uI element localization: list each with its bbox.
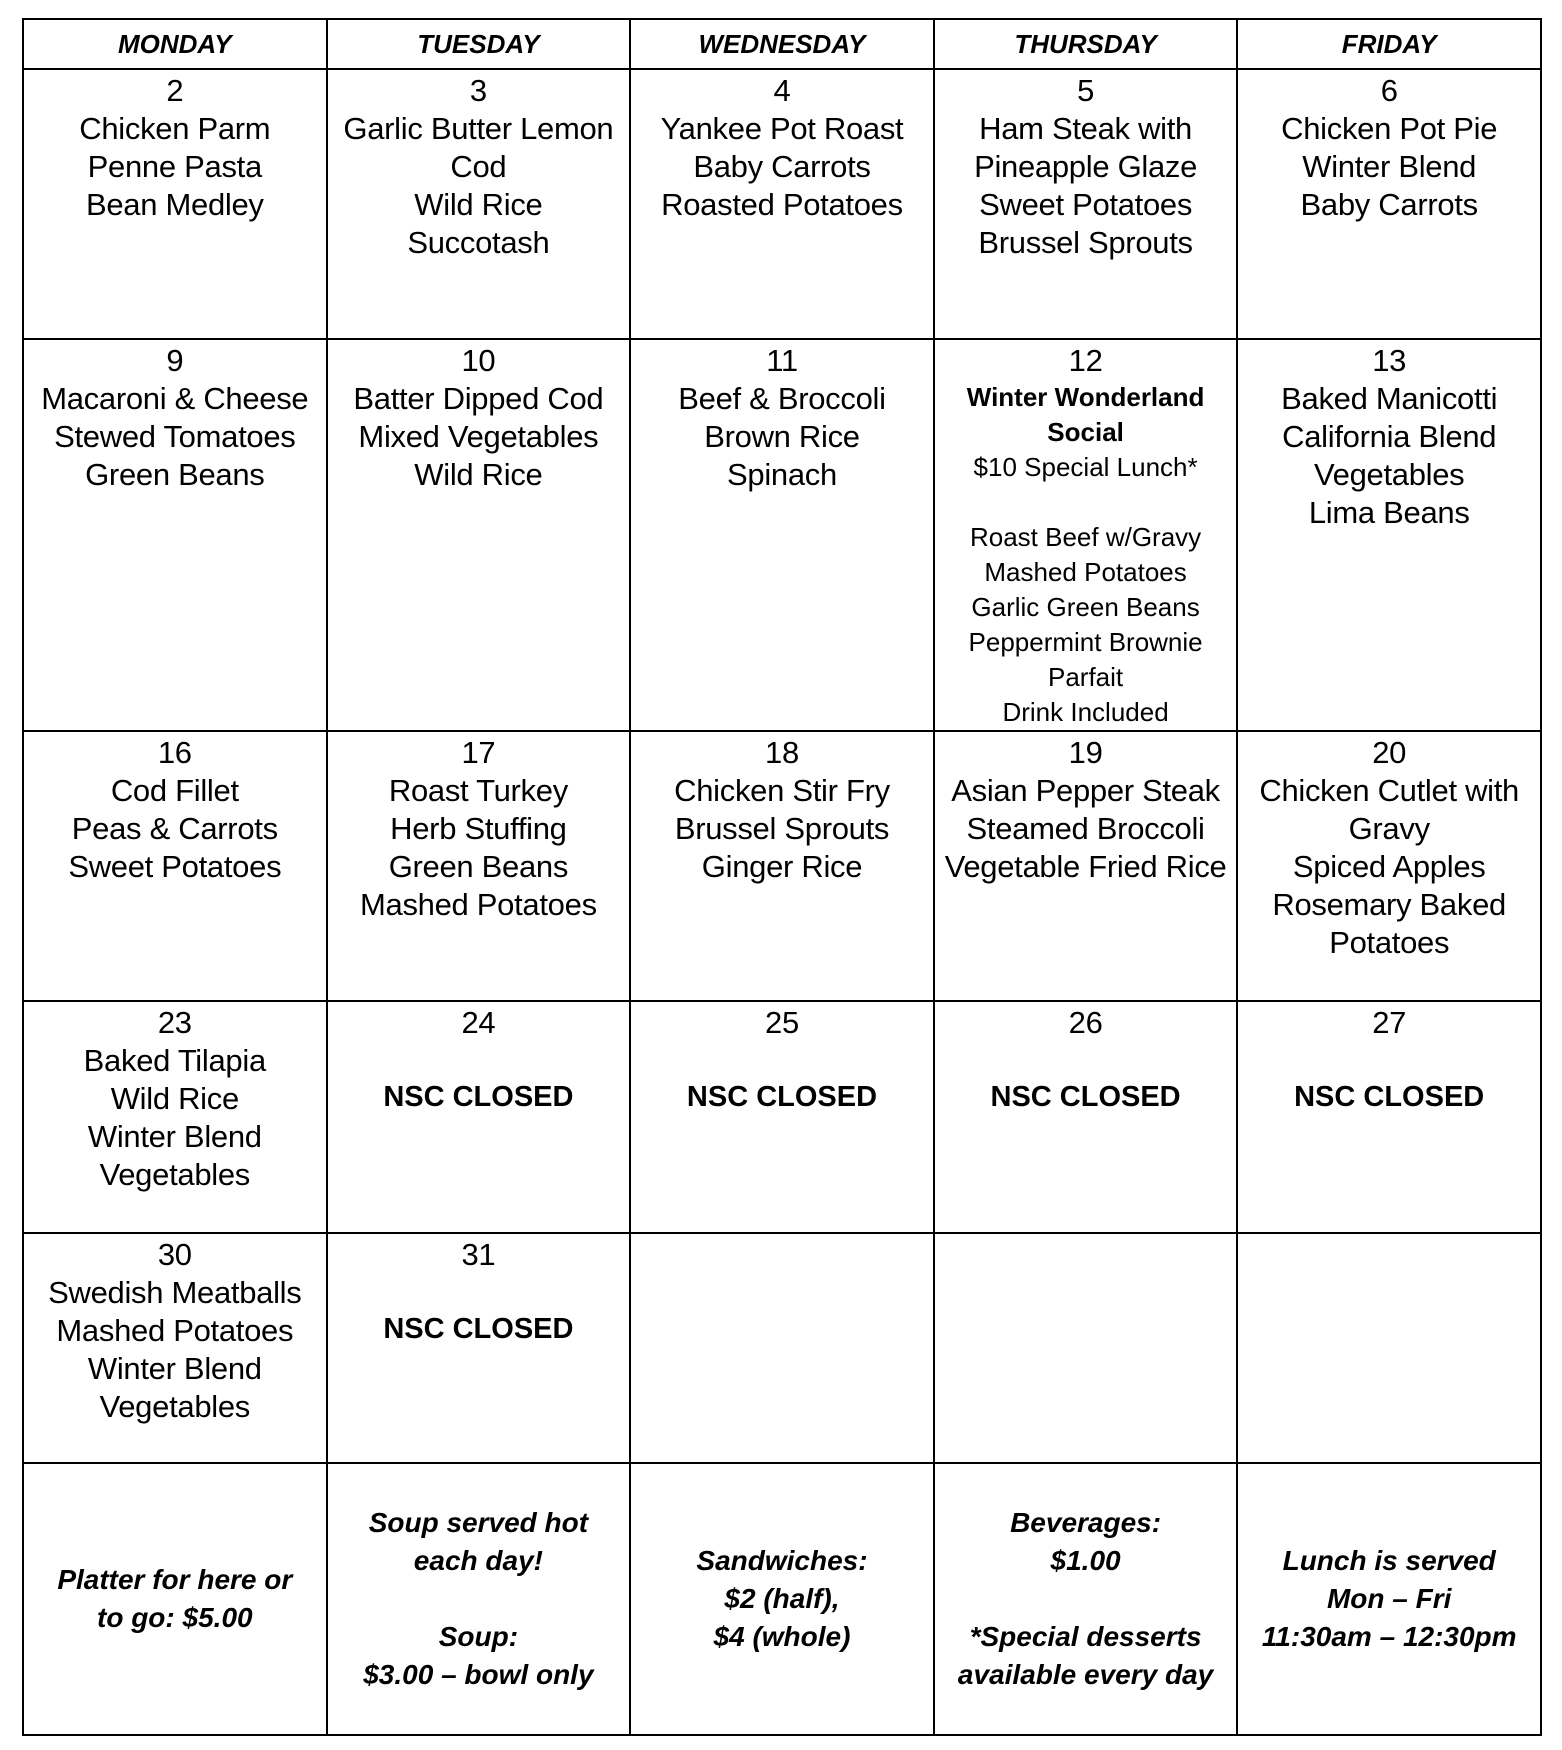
menu-item: Ham Steak with <box>979 111 1193 146</box>
menu-item: Asian Pepper Steak <box>951 773 1220 808</box>
menu-item: Pineapple Glaze <box>974 149 1198 184</box>
footer-text: Mon – Fri <box>1326 1583 1452 1614</box>
weekday-header-thursday: THURSDAY <box>934 19 1238 69</box>
day-cell-friday <box>1237 1233 1541 1463</box>
day-cell-monday <box>23 1233 327 1463</box>
menu-item: Mashed Potatoes <box>984 557 1187 587</box>
footer-text: Beverages: <box>1010 1507 1162 1538</box>
menu-item: Garlic Butter Lemon <box>343 111 614 146</box>
day-cell-thursday <box>934 339 1238 731</box>
menu-item: Gravy <box>1348 811 1430 846</box>
footer-text: Soup served hot <box>368 1507 589 1538</box>
footer-spacer <box>941 1580 1231 1618</box>
day-cell-tuesday <box>327 1233 631 1463</box>
menu-item: Spiced Apples <box>1292 849 1486 884</box>
menu-item: Roast Turkey <box>388 773 568 808</box>
menu-item: Vegetable Fried Rice <box>944 849 1227 884</box>
day-number: 16 <box>157 735 192 770</box>
menu-item: Bean Medley <box>85 187 264 222</box>
menu-item: Garlic Green Beans <box>971 592 1200 622</box>
menu-item: Stewed Tomatoes <box>54 419 296 454</box>
day-cell-friday <box>1237 1001 1541 1233</box>
menu-item: Brussel Sprouts <box>978 225 1193 260</box>
menu-item: Vegetables <box>99 1389 250 1424</box>
day-number: 30 <box>157 1237 192 1272</box>
menu-item: Spinach <box>727 457 837 492</box>
day-cell-wednesday <box>630 339 934 731</box>
menu-item: Vegetables <box>99 1157 250 1192</box>
footer-cell-monday <box>23 1463 327 1735</box>
menu-item: Batter Dipped Cod <box>353 381 604 416</box>
day-cell-friday <box>1237 731 1541 1001</box>
closed-notice: NSC CLOSED <box>1294 1081 1485 1113</box>
day-number: 20 <box>1372 735 1407 770</box>
footer-cell-wednesday <box>630 1463 934 1735</box>
menu-item: Chicken Parm <box>79 111 271 146</box>
menu-item: Rosemary Baked <box>1272 887 1506 922</box>
day-number: 10 <box>461 343 496 378</box>
day-number: 12 <box>1068 343 1103 378</box>
day-number: 26 <box>1068 1005 1103 1040</box>
week-row <box>23 69 1541 339</box>
menu-item: Mashed Potatoes <box>56 1313 294 1348</box>
lunch-menu-calendar <box>22 18 1542 1736</box>
day-number: 27 <box>1372 1005 1407 1040</box>
day-cell-thursday <box>934 69 1238 339</box>
menu-item: Wild Rice <box>414 187 543 222</box>
menu-item: Mixed Vegetables <box>358 419 599 454</box>
menu-item: Baby Carrots <box>693 149 871 184</box>
weekday-header-wednesday: WEDNESDAY <box>630 19 934 69</box>
menu-item: Green Beans <box>85 457 265 492</box>
menu-item: Potatoes <box>1329 925 1450 960</box>
special-event-price: $10 Special Lunch* <box>973 452 1198 482</box>
menu-item: Steamed Broccoli <box>966 811 1205 846</box>
weekday-header-row <box>23 19 1541 69</box>
day-number: 4 <box>773 73 791 108</box>
footer-text: Soup: <box>438 1621 519 1652</box>
day-number: 9 <box>166 343 184 378</box>
menu-item: Winter Blend <box>1302 149 1477 184</box>
menu-item: Brussel Sprouts <box>674 811 890 846</box>
day-number: 25 <box>765 1005 799 1040</box>
menu-item: Peas & Carrots <box>71 811 278 846</box>
closed-notice: NSC CLOSED <box>990 1081 1181 1113</box>
day-number: 2 <box>166 73 184 108</box>
day-cell-monday <box>23 1001 327 1233</box>
day-number: 3 <box>469 73 487 108</box>
menu-item: Cod Fillet <box>110 773 239 808</box>
menu-item: Penne Pasta <box>87 149 262 184</box>
menu-item: Brown Rice <box>704 419 860 454</box>
day-cell-tuesday <box>327 339 631 731</box>
day-cell-wednesday <box>630 731 934 1001</box>
day-cell-monday <box>23 731 327 1001</box>
week-row <box>23 731 1541 1001</box>
menu-item: Lima Beans <box>1308 495 1470 530</box>
day-number: 24 <box>461 1005 496 1040</box>
footer-text: $3.00 – bowl only <box>363 1659 594 1690</box>
menu-item: Roasted Potatoes <box>661 187 903 222</box>
footer-text: Lunch is served <box>1282 1545 1496 1576</box>
footer-text: $1.00 <box>1050 1545 1121 1576</box>
weekday-header-tuesday: TUESDAY <box>327 19 631 69</box>
day-number: 31 <box>461 1237 496 1272</box>
menu-item: Peppermint Brownie <box>968 627 1203 657</box>
day-number: 19 <box>1068 735 1103 770</box>
day-number: 23 <box>157 1005 192 1040</box>
menu-item: Baked Manicotti <box>1281 381 1498 416</box>
special-event-title: Winter Wonderland <box>966 382 1205 412</box>
day-number: 11 <box>766 343 798 378</box>
footer-text: each day! <box>413 1545 543 1576</box>
menu-item: Beef & Broccoli <box>678 381 886 416</box>
day-cell-wednesday <box>630 1233 934 1463</box>
day-cell-tuesday <box>327 731 631 1001</box>
closed-notice: NSC CLOSED <box>686 1081 878 1113</box>
menu-item: Parfait <box>1048 662 1124 692</box>
menu-item: Wild Rice <box>110 1081 239 1116</box>
day-cell-monday <box>23 339 327 731</box>
pricing-footer-row <box>23 1463 1541 1735</box>
menu-item: Baked Tilapia <box>83 1043 266 1078</box>
menu-item: Chicken Pot Pie <box>1281 111 1498 146</box>
special-event-spacer <box>941 485 1231 520</box>
menu-item: Yankee Pot Roast <box>660 111 904 146</box>
menu-item: Ginger Rice <box>701 849 863 884</box>
menu-item: Cod <box>450 149 507 184</box>
week-row <box>23 339 1541 731</box>
menu-item: Winter Blend <box>87 1119 262 1154</box>
footer-text: available every day <box>957 1659 1214 1690</box>
footer-text: Sandwiches: <box>696 1545 868 1576</box>
footer-text: $4 (whole) <box>713 1621 851 1652</box>
footer-text: $2 (half), <box>724 1583 840 1614</box>
day-number: 6 <box>1380 73 1398 108</box>
footer-text: 11:30am – 12:30pm <box>1261 1621 1517 1652</box>
menu-item: Swedish Meatballs <box>48 1275 302 1310</box>
day-cell-friday <box>1237 339 1541 731</box>
footer-cell-tuesday <box>327 1463 631 1735</box>
footer-text: Platter for here or <box>57 1564 293 1595</box>
day-cell-tuesday <box>327 1001 631 1233</box>
footer-text: to go: $5.00 <box>97 1602 253 1633</box>
menu-item: California Blend <box>1282 419 1497 454</box>
menu-item: Drink Included <box>1002 697 1169 727</box>
day-number: 5 <box>1077 73 1095 108</box>
week-row <box>23 1001 1541 1233</box>
menu-item: Green Beans <box>388 849 569 884</box>
menu-item: Roast Beef w/Gravy <box>969 522 1202 552</box>
menu-item: Sweet Potatoes <box>68 849 282 884</box>
day-cell-thursday <box>934 1233 1238 1463</box>
day-cell-wednesday <box>630 69 934 339</box>
footer-cell-thursday <box>934 1463 1238 1735</box>
menu-item: Macaroni & Cheese <box>41 381 309 416</box>
menu-item: Chicken Stir Fry <box>674 773 890 808</box>
menu-item: Succotash <box>407 225 550 260</box>
closed-notice: NSC CLOSED <box>383 1081 574 1113</box>
day-cell-thursday <box>934 1001 1238 1233</box>
menu-item: Vegetables <box>1313 457 1465 492</box>
day-cell-thursday <box>934 731 1238 1001</box>
day-number: 17 <box>461 735 496 770</box>
footer-text: *Special desserts <box>969 1621 1202 1652</box>
menu-item: Chicken Cutlet with <box>1259 773 1519 808</box>
weekday-header-friday: FRIDAY <box>1237 19 1541 69</box>
footer-cell-friday <box>1237 1463 1541 1735</box>
menu-item: Wild Rice <box>414 457 543 492</box>
week-row <box>23 1233 1541 1463</box>
menu-item: Herb Stuffing <box>390 811 567 846</box>
weekday-header-monday: MONDAY <box>23 19 327 69</box>
day-number: 18 <box>765 735 799 770</box>
menu-item: Mashed Potatoes <box>360 887 597 922</box>
day-number: 13 <box>1372 343 1407 378</box>
footer-spacer <box>334 1580 624 1618</box>
menu-item: Sweet Potatoes <box>979 187 1193 222</box>
day-cell-monday <box>23 69 327 339</box>
day-cell-wednesday <box>630 1001 934 1233</box>
menu-item: Winter Blend <box>87 1351 262 1386</box>
day-cell-friday <box>1237 69 1541 339</box>
closed-notice: NSC CLOSED <box>383 1313 574 1345</box>
menu-item: Baby Carrots <box>1300 187 1478 222</box>
special-event-title: Social <box>1047 417 1124 447</box>
day-cell-tuesday <box>327 69 631 339</box>
